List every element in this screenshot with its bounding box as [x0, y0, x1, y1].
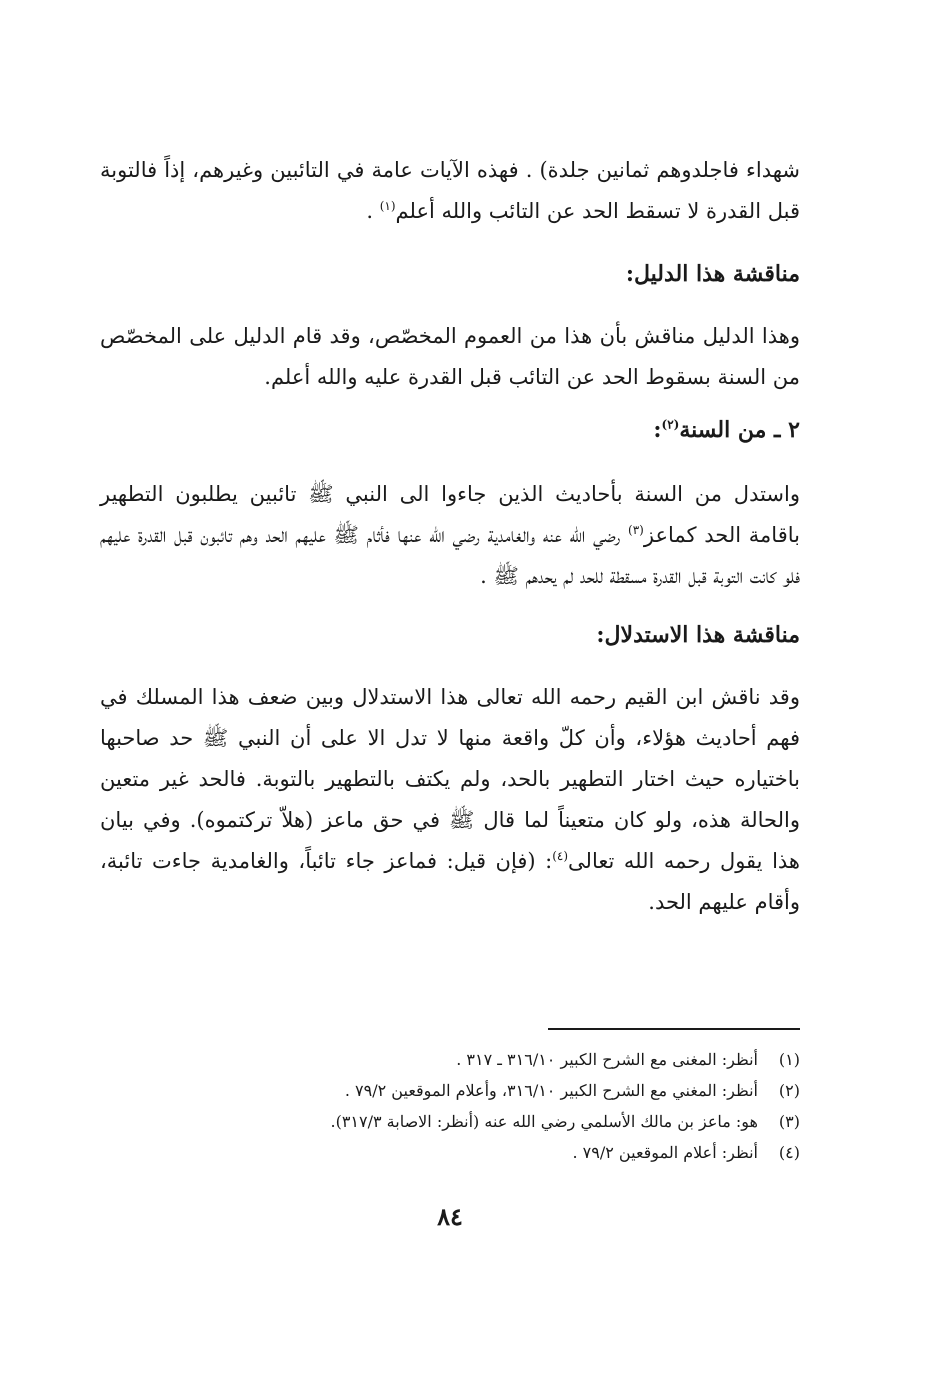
footnote-text: أنظر: المغنى مع الشرح الكبير ٣١٦/١٠ ـ ٣١٧ . — [456, 1050, 758, 1069]
footnote-text: أنظر: المغني مع الشرح الكبير ٣١٦/١٠، وأعلام الموقعين ٧٩/٢ . — [344, 1081, 758, 1100]
heading-discussion-inference: مناقشة هذا الاستدلال: — [596, 622, 800, 648]
paragraph-ibn-qayyim — [100, 677, 800, 923]
footnotes — [100, 1044, 800, 1168]
footnote-text: هو: ماعز بن مالك الأسلمي رضي الله عنه (أنظر: الاصابة ٣١٧/٣). — [330, 1112, 758, 1131]
page-body — [100, 150, 800, 923]
footnote-number: (٤) — [778, 1143, 800, 1162]
footnote-ref-3[interactable]: (٣) — [628, 523, 644, 537]
paragraph-quran-verses — [100, 150, 800, 232]
heading-from-sunnah — [100, 410, 800, 450]
paragraph-sunnah-evidence — [100, 474, 800, 597]
paragraph-4-text-b: : (فإن قيل: فماعز جاء تائباً، والغامدية جاءت تائبة، وأقام عليهم الحد. — [100, 849, 800, 914]
footnote-number: (١) — [778, 1050, 800, 1069]
footnote-item — [100, 1044, 800, 1075]
footnote-ref-1[interactable]: (١) — [379, 199, 396, 213]
footnote-separator — [548, 1028, 800, 1030]
footnote-item — [100, 1075, 800, 1106]
heading-from-sunnah-end: : — [653, 417, 662, 443]
paragraph-3-text-b: رضي الله عنه والغامدية رضي الله عنها فأثام ﷺ عليهم الحد وهم تائبون قبل القدرة عليهم فلو كانت التوبة قبل القدرة مسقطة للحد لم يحدهم ﷺ . — [100, 523, 800, 588]
footnote-item — [100, 1137, 800, 1168]
page-number: ٨٤ — [437, 1202, 463, 1231]
paragraph-4-text-a: وقد ناقش ابن القيم رحمه الله تعالى هذا الاستدلال وبين ضعف هذا المسلك في فهم أحاديث هؤلاء، وأن كلّ واقعة منها لا تدل الا على أن النبي ﷺ حد صاحبها باختياره حيث اختار التطهير بالحد، ولم يكتف بالتطهير بالتوبة. فالحد غير متعين والحالة هذه، ولو كان متعيناً لما قال ﷺ في حق ماعز (هلاّ تركتموه). وفي بيان هذا يقول رحمه الله تعالى — [100, 685, 801, 873]
footnote-text: أنظر: أعلام الموقعين ٧٩/٢ . — [572, 1143, 758, 1162]
footnote-ref-4[interactable]: (٤) — [552, 849, 569, 863]
paragraph-1-end: . — [366, 199, 380, 223]
paragraph-1-text: شهداء فاجلدوهم ثمانين جلدة) . فهذه الآيات عامة في التائبين وغيرهم، إذاً فالتوبة قبل القدرة لا تسقط الحد عن التائب والله أعلم — [100, 158, 800, 223]
paragraph-3-text-a: واستدل من السنة بأحاديث الذين جاءوا الى النبي ﷺ تائبين يطلبون التطهير باقامة الحد كماعز — [100, 482, 800, 547]
heading-discussion-evidence: مناقشة هذا الدليل: — [625, 261, 800, 287]
footnote-item — [100, 1106, 800, 1137]
footnote-number: (٣) — [778, 1112, 800, 1131]
paragraph-discussion-evidence: وهذا الدليل مناقش بأن هذا من العموم المخصّص، وقد قام الدليل على المخصّص من السنة بسقوط الحد عن التائب قبل القدرة عليه والله أعلم. — [100, 324, 800, 389]
footnote-ref-2[interactable]: (٢) — [661, 417, 680, 432]
heading-from-sunnah-text: ٢ ـ من السنة — [679, 417, 800, 443]
footnote-number: (٢) — [778, 1081, 800, 1100]
